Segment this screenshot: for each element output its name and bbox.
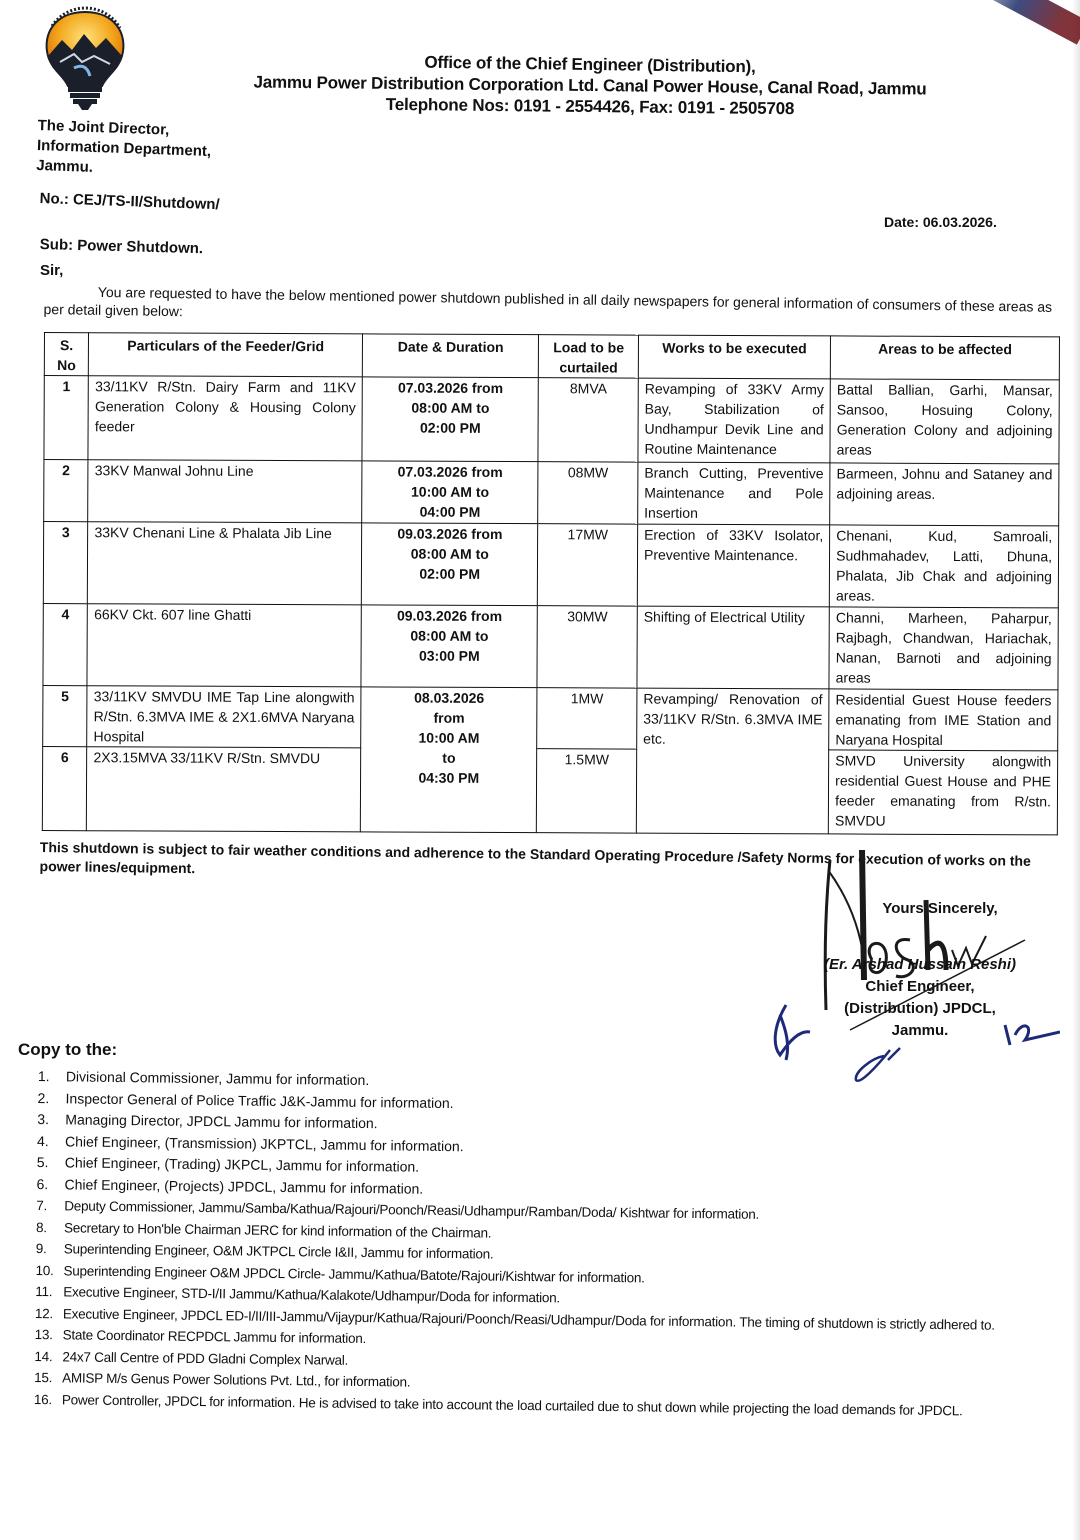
header-sno: S. No (44, 333, 89, 376)
cell-areas: Residential Guest House feeders emanating from IME Station and Naryana Hospital (829, 689, 1058, 751)
signatory-name: (Er. Arshad Hussain Reshi) (824, 956, 1016, 973)
closing: Yours Sincerely, (882, 900, 998, 917)
cell-particulars: 33/11KV SMVDU IME Tap Line alongwith R/Stn. 6.3MVA IME & 2X1.6MVA Naryana Hospital (87, 686, 361, 748)
cell-areas: SMVD University alongwith residential Guest House and PHE feeder emanating from R/stn. SMVDU (828, 750, 1057, 835)
cell-areas: Chenani, Kud, Samroali, Sudhmahadev, Latti, Dhuna, Phalata, Jib Chak and adjoining areas. (829, 525, 1058, 608)
header-load: Load to be curtailed (539, 335, 639, 378)
cell-areas: Battal Ballian, Garhi, Mansar, Sansoo, Hosuing Colony, Generation Colony and adjoining areas (830, 379, 1059, 464)
copy-to-item: 4. Chief Engineer, (Transmission) JKPTCL, Jammu for information. (36, 1132, 464, 1154)
cell-sno: 3 (43, 522, 88, 604)
shutdown-conditions-note: This shutdown is subject to fair weather conditions and adherence to the Standard Operating Procedure /Safety Norms for execution of works on the power lines/equipment. (39, 838, 1031, 877)
addressee-line: Jammu. (35, 156, 94, 176)
cell-load: 08MW (538, 462, 638, 524)
cell-load: 17MW (538, 524, 638, 606)
copy-to-item: 8. Secretary to Hon'ble Chairman JERC for kind information of the Chairman. (35, 1219, 492, 1241)
table-row (42, 746, 1057, 834)
lightbulb-mountain-logo-icon (30, 4, 140, 112)
intro-text: You are requested to have the below mentioned power shutdown published in all daily newspapers for general information of consumers of these areas as per detail given below: (43, 283, 1053, 320)
cell-particulars: 33KV Chenani Line & Phalata Jib Line (88, 522, 362, 605)
copy-to-item: 15. AMISP M/s Genus Power Solutions Pvt. Ltd., for information. (34, 1369, 411, 1390)
addressee-line: The Joint Director, (37, 116, 170, 139)
cell-areas: Barmeen, Johnu and Sataney and adjoining areas. (830, 463, 1059, 526)
reference-number: No.: CEJ/TS-II/Shutdown/ (39, 190, 220, 214)
copy-to-item: 5. Chief Engineer, (Trading) JKPCL, Jammu for information. (36, 1153, 420, 1175)
table-row (43, 522, 1058, 608)
letter-date: Date: 06.03.2026. (884, 214, 997, 230)
cell-duration: 09.03.2026 from 08:00 AM to 02:00 PM (361, 523, 538, 606)
cell-sno: 5 (43, 685, 88, 746)
cell-load: 30MW (537, 606, 637, 688)
table-header-row (44, 333, 1059, 380)
signatory-designation: Chief Engineer, (865, 978, 975, 995)
cell-sno: 4 (43, 603, 88, 685)
shutdown-schedule-table (42, 332, 1060, 835)
cell-particulars: 2X3.15MVA 33/11KV R/Stn. SMVDU (87, 747, 361, 832)
office-title: Office of the Chief Engineer (Distribution), (424, 52, 756, 77)
page-edge-shadow (1072, 0, 1080, 1540)
salutation: Sir, (40, 262, 64, 279)
corporation-address: Jammu Power Distribution Corporation Ltd. Canal Power House, Canal Road, Jammu (253, 72, 927, 99)
copy-to-item: 7. Deputy Commissioner, Jammu/Samba/Kathua/Rajouri/Poonch/Reasi/Udhampur/Ramban/Doda/ Kishtwar for information. (36, 1197, 760, 1222)
contact-numbers: Telephone Nos: 0191 - 2554426, Fax: 0191 - 2505708 (385, 94, 795, 119)
copy-to-item: 12. Executive Engineer, JPDCL ED-I/II/III-Jammu/Vijaypur/Kathua/Rajouri/Poonch/Reasi/Udhampur/Doda for information. The timing of shutdown is strictly adhered to. (34, 1305, 995, 1333)
cell-load: 1.5MW (537, 749, 637, 833)
addressee-block (36, 116, 212, 182)
signatory-division: (Distribution) JPDCL, (844, 1000, 996, 1017)
table-row (44, 460, 1059, 526)
signatory-place: Jammu. (891, 1022, 949, 1039)
corner-binding-strip (971, 0, 1080, 45)
copy-to-item: 2. Inspector General of Police Traffic J&K-Jammu for information. (37, 1089, 454, 1111)
cell-sno: 2 (44, 460, 89, 522)
cell-sno: 1 (44, 376, 89, 460)
cell-load: 8MVA (538, 378, 638, 462)
cell-duration: 07.03.2026 from 08:00 AM to 02:00 PM (362, 377, 539, 462)
cell-works: Branch Cutting, Preventive Maintenance and Pole Insertion (638, 462, 830, 525)
copy-to-item: 6. Chief Engineer, (Projects) JPDCL, Jammu for information. (36, 1175, 424, 1197)
cell-works: Revamping/ Renovation of 33/11KV R/Stn. 6.3MVA IME etc. (636, 688, 829, 834)
copy-to-item: 9. Superintending Engineer, O&M JKTPCL Circle I&II, Jammu for information. (35, 1240, 494, 1262)
letterhead (150, 54, 1030, 117)
cell-works: Shifting of Electrical Utility (637, 606, 830, 689)
copy-to-item: 11. Executive Engineer, STD-I/II Jammu/Kathua/Kalakote/Udhampur/Doda for information. (35, 1283, 561, 1306)
table-row (43, 685, 1058, 750)
intro-paragraph (43, 282, 1053, 334)
header-areas: Areas to be affected (830, 336, 1059, 380)
signature-block (790, 898, 1050, 1042)
copy-to-item: 16. Power Controller, JPDCL for information. He is advised to take into account the load curtailed due to shut down while projecting the load demands for JPDCL. (33, 1391, 963, 1418)
copy-to-item: 13. State Coordinator RECPDCL Jammu for information. (34, 1326, 367, 1347)
copy-to-item: 10. Superintending Engineer O&M JPDCL Circle- Jammu/Kathua/Batote/Rajouri/Kishtwar for information. (35, 1262, 645, 1285)
table-row (43, 603, 1058, 689)
cell-sno: 6 (42, 746, 87, 830)
copy-to-title: Copy to the: (18, 1040, 118, 1059)
cell-particulars: 33KV Manwal Johnu Line (88, 460, 362, 523)
table-row (44, 376, 1059, 464)
cell-areas: Channi, Marheen, Paharpur, Rajbagh, Chandwan, Hariachak, Nanan, Barnoti and adjoining areas (829, 607, 1058, 690)
cell-duration: 09.03.2026 from 08:00 AM to 03:00 PM (361, 605, 538, 688)
cell-works: Revamping of 33KV Army Bay, Stabilization of Undhampur Devik Line and Routine Maintenance (638, 378, 831, 463)
cell-load: 1MW (537, 688, 637, 749)
copy-to-item: 14. 24x7 Call Centre of PDD Gladni Complex Narwal. (34, 1348, 349, 1368)
copy-to-list (34, 1066, 1048, 1422)
cell-particulars: 66KV Ckt. 607 line Ghatti (87, 604, 361, 687)
cell-particulars: 33/11KV R/Stn. Dairy Farm and 11KV Generation Colony & Housing Colony feeder (88, 376, 362, 461)
copy-to-item: 3. Managing Director, JPDCL Jammu for information. (37, 1110, 378, 1132)
cell-duration: 07.03.2026 from 10:00 AM to 04:00 PM (362, 461, 539, 524)
subject-line: Sub: Power Shutdown. (39, 236, 204, 258)
cell-duration: 08.03.2026 from 10:00 AM to 04:30 PM (360, 687, 537, 833)
cell-works: Erection of 33KV Isolator, Preventive Maintenance. (637, 524, 830, 607)
header-duration: Date & Duration (362, 334, 538, 378)
header-particulars: Particulars of the Feeder/Grid (89, 333, 363, 377)
addressee-line: Information Department, (36, 136, 212, 161)
header-works: Works to be executed (638, 335, 830, 379)
copy-to-item: 1. Divisional Commissioner, Jammu for information. (37, 1067, 370, 1089)
